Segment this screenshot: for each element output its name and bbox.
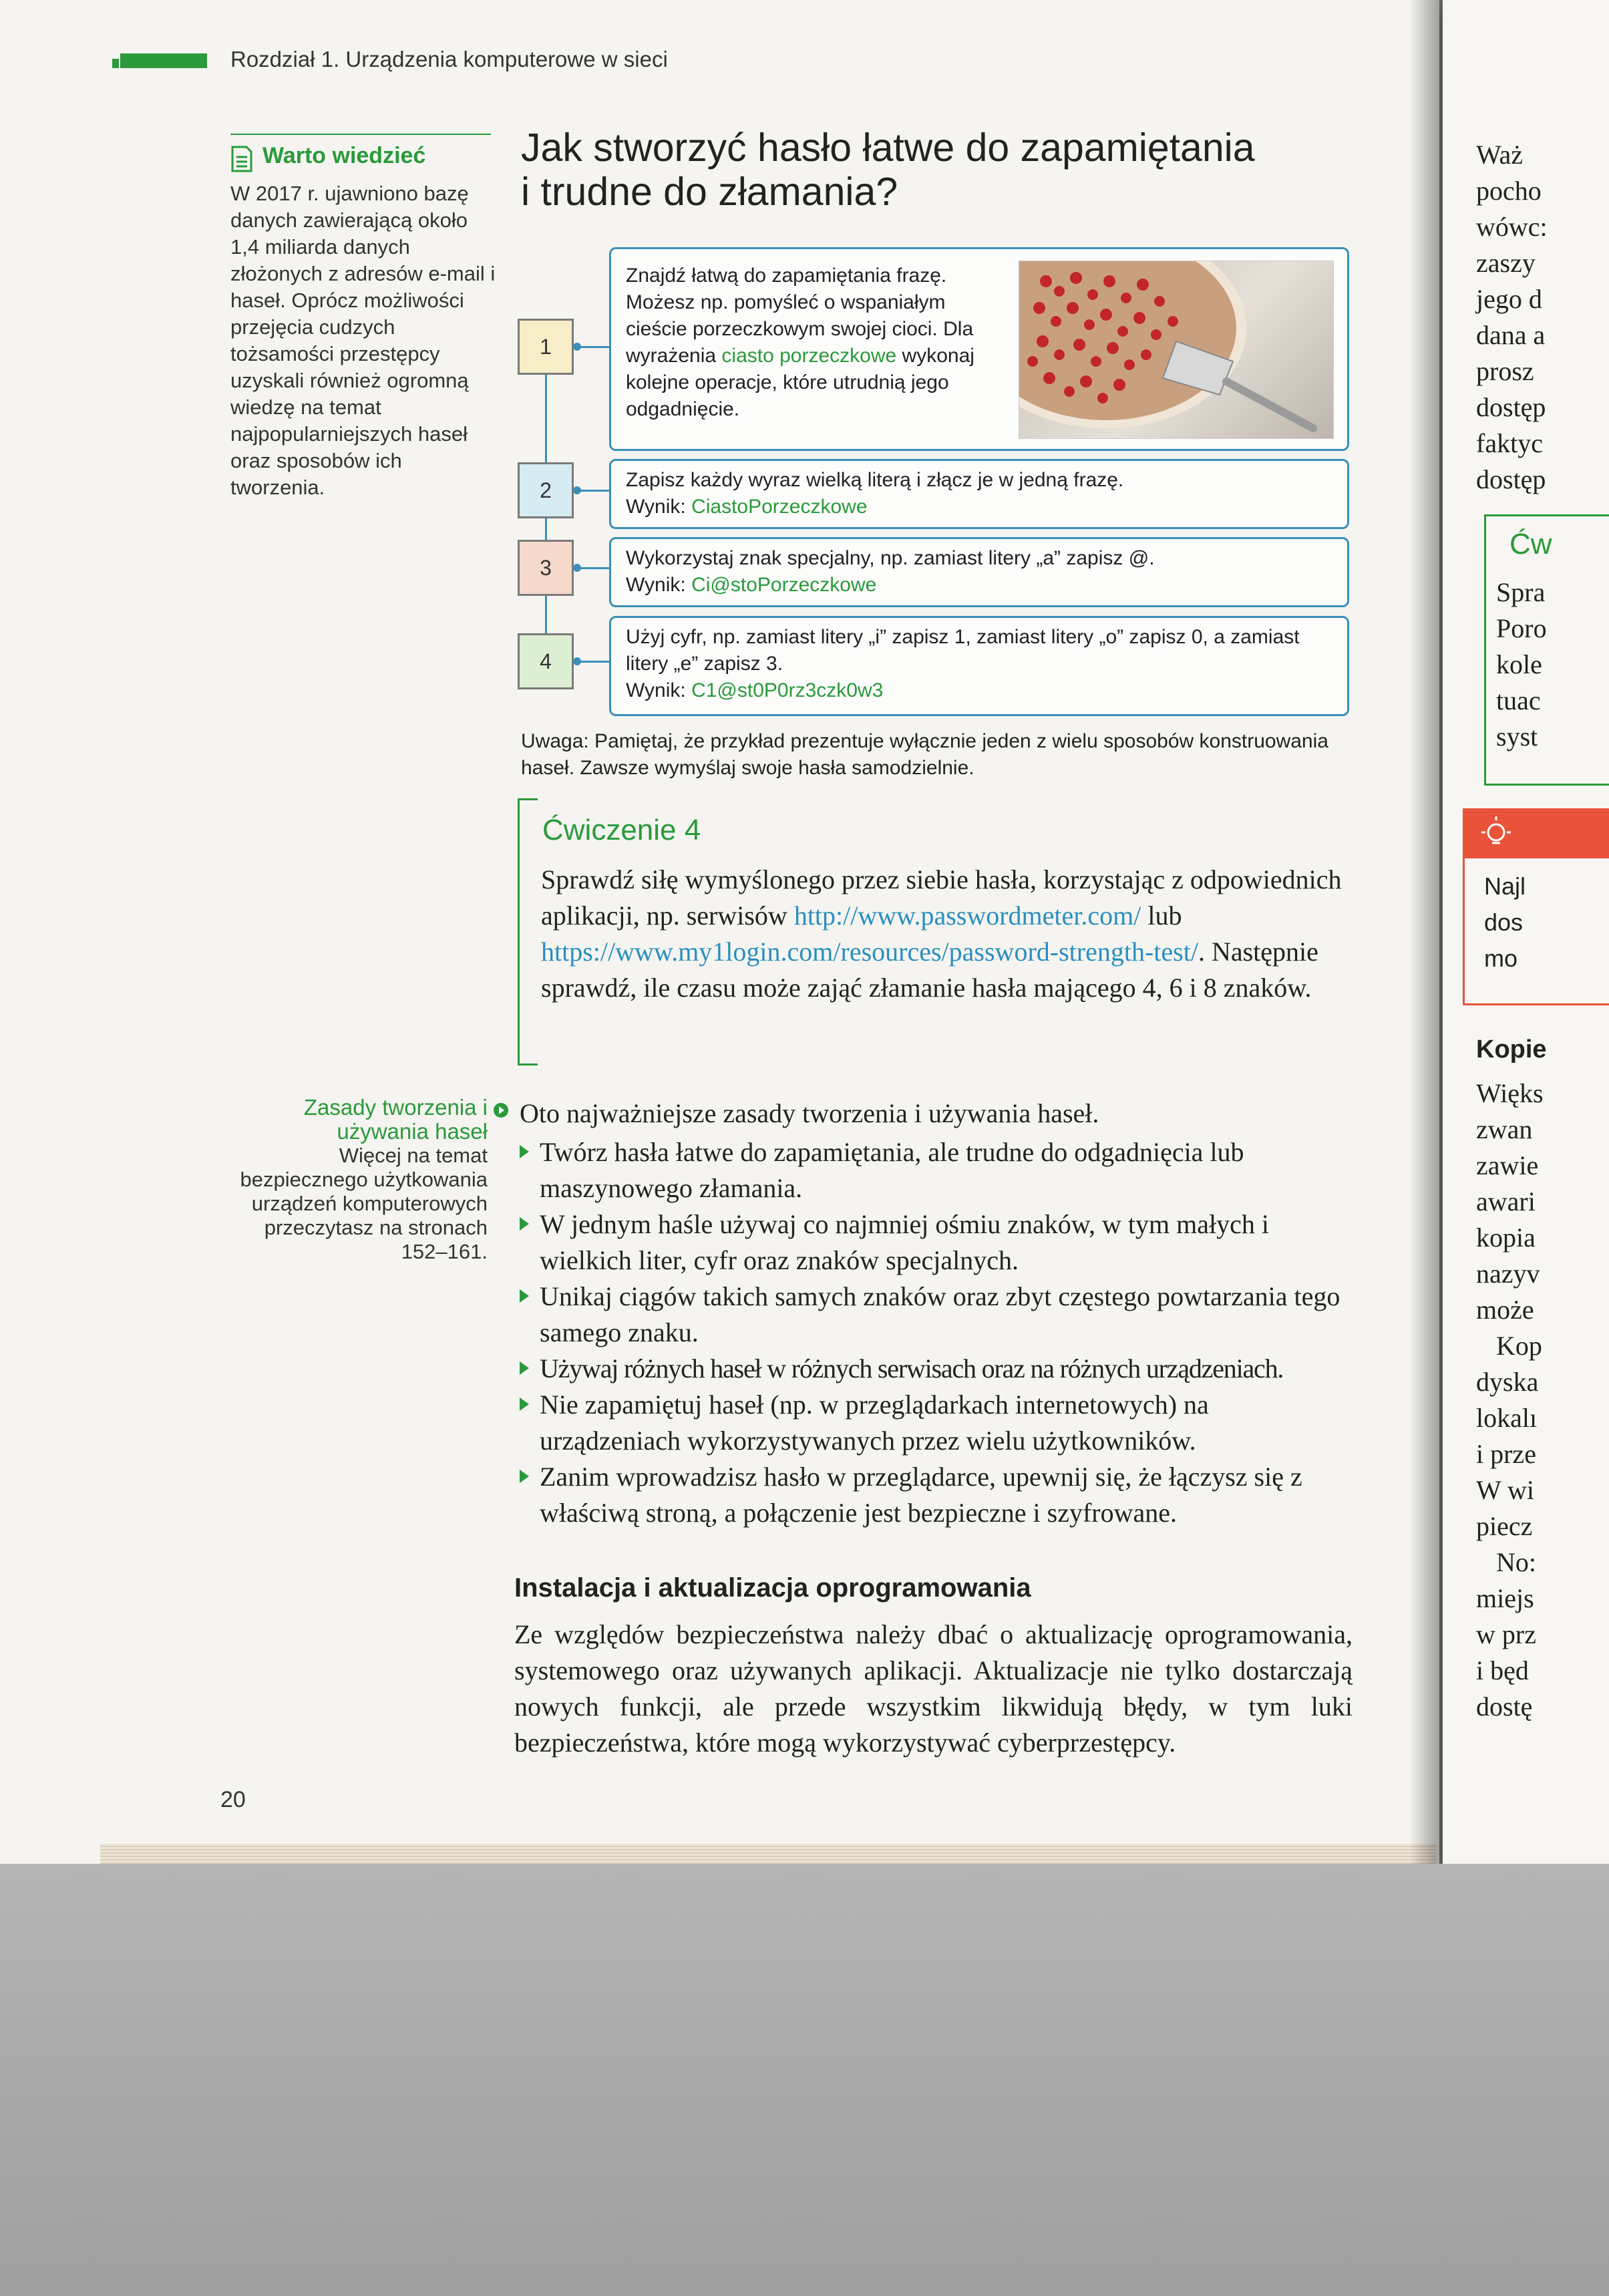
step-2-content <box>626 467 1123 520</box>
step-4-result <box>626 677 1334 704</box>
step-3-result <box>626 572 1155 599</box>
right-line: Więks <box>1476 1078 1544 1108</box>
step-2-result-value: CiastoPorzeczkowe <box>691 496 868 518</box>
warning-note: Uwaga: Pamiętaj, że przykład prezentuje wyłącznie jeden z wielu sposobów konstruowania haseł. Zawsze wymyślaj swoje hasła samodzielnie. <box>521 730 1328 779</box>
step-3-text: Wykorzystaj znak specjalny, np. zamiast litery „a” zapisz @. <box>626 547 1155 569</box>
right-line: w prz <box>1476 1619 1536 1649</box>
exercise-title: Ćwiczenie 4 <box>542 814 701 846</box>
right-exercise-title: Ćw <box>1509 528 1552 560</box>
right-ex-line: syst <box>1496 721 1538 752</box>
page-number: 20 <box>220 1787 246 1812</box>
passwordmeter-link[interactable]: http://www.passwordmeter.com/ <box>793 900 1141 931</box>
right-line: dostę <box>1476 1691 1533 1721</box>
right-line: piecz <box>1476 1511 1533 1541</box>
right-line: jego d <box>1476 284 1542 314</box>
exercise-text-3: . Następnie sprawdź, ile czasu może zająć złamanie hasła mającego 4, 6 i 8 znaków. <box>541 937 1318 1003</box>
step-box-2 <box>609 459 1349 529</box>
step-1-dot <box>573 343 581 351</box>
rules-block <box>520 1096 1351 1531</box>
sidebar-rule <box>230 134 491 135</box>
chapter-color-bar <box>120 53 207 68</box>
my1login-link[interactable]: https://www.my1login.com/resources/password-strength-test/ <box>541 937 1198 967</box>
step-1-highlight: ciasto porzeczkowe <box>721 345 897 367</box>
right-line: zaszy <box>1476 248 1536 278</box>
step-4-result-value: C1@st0P0rz3czk0w3 <box>691 679 884 701</box>
exercise-body <box>541 862 1349 1006</box>
section-title: Instalacja i aktualizacja oprogramowania <box>514 1573 1031 1603</box>
side-note-title: Zasady tworzenia i używania haseł <box>303 1095 488 1144</box>
right-line: W wi <box>1476 1475 1535 1505</box>
right-line: wówc: <box>1476 212 1548 242</box>
rule-item: Unikaj ciągów takich samych znaków oraz zbyt częstego powtarzania tego samego znaku. <box>520 1279 1351 1351</box>
step-3-result-label: Wynik: <box>626 574 692 596</box>
right-tip-line: mo <box>1484 945 1518 972</box>
sidebar-title: Warto wiedzieć <box>262 143 426 168</box>
step-2-text: Zapisz każdy wyraz wielką literą i złącz je w jedną frazę. <box>626 469 1124 491</box>
rule-item: Zanim wprowadzisz hasło w przeglądarce, upewnij się, że łączysz się z właściwą stroną, a połączenie jest bezpieczne i szyfrowane. <box>520 1459 1351 1531</box>
right-line: Waż <box>1476 140 1524 170</box>
right-line: miejs <box>1476 1583 1534 1613</box>
right-page-fragment <box>1443 0 1609 1870</box>
step-1-text <box>626 263 1007 423</box>
right-line: awari <box>1476 1186 1536 1216</box>
right-ex-line: tuac <box>1496 685 1541 715</box>
right-ex-line: kole <box>1496 649 1542 679</box>
right-line: może <box>1476 1295 1534 1325</box>
step-4-result-label: Wynik: <box>626 679 692 701</box>
right-line: lokalı <box>1476 1403 1538 1433</box>
sidebar-body: W 2017 r. ujawniono bazę danych zawierającą około 1,4 miliarda danych złożonych z adresów e-mail i haseł. Oprócz możliwości przejęcia cudzych tożsamości przestępcy uzyskali również ogromną wiedzę na temat najpopularniejszych haseł oraz sposobów ich tworzenia. <box>230 182 496 499</box>
right-line: Kop <box>1496 1331 1542 1361</box>
right-line: dostęp <box>1476 392 1546 422</box>
page-edges <box>100 1844 1436 1865</box>
right-ex-line: Spra <box>1496 577 1546 607</box>
exercise-bracket <box>518 798 538 1065</box>
right-line: dana a <box>1476 320 1546 350</box>
rules-list <box>520 1134 1351 1531</box>
right-heading: Kopie <box>1476 1035 1547 1063</box>
step-4-text: Użyj cyfr, np. zamiast litery „i” zapisz 1, zamiast litery „o” zapisz 0, a zamiast litery „e” zapisz 3. <box>626 626 1300 675</box>
currant-cake-photo <box>1019 261 1334 439</box>
step-2-result-label: Wynik: <box>626 496 692 518</box>
page-title-line-2: i trudne do złamania? <box>521 170 898 214</box>
right-line: zwan <box>1476 1114 1533 1144</box>
page-title-line-1: Jak stworzyć hasło łatwe do zapamiętania <box>521 126 1255 170</box>
side-note-body: Więcej na temat bezpiecznego użytkowania urządzeń komputerowych przeczytasz na stronach 152–161. <box>240 1144 488 1263</box>
right-ex-line: Poro <box>1496 613 1547 643</box>
rule-item: W jednym haśle używaj co najmniej ośmiu znaków, w tym małych i wielkich liter, cyfr oraz znaków specjalnych. <box>520 1206 1351 1279</box>
rules-intro: Oto najważniejsze zasady tworzenia i używania haseł. <box>520 1098 1099 1128</box>
step-number-3: 3 <box>518 540 574 596</box>
right-tip-line: Najl <box>1484 872 1526 900</box>
step-4-content <box>626 624 1334 704</box>
right-line: dostęp <box>1476 464 1546 494</box>
right-line: No: <box>1496 1547 1536 1577</box>
step-number-1: 1 <box>518 319 574 375</box>
step-3-dot <box>573 564 581 572</box>
rule-item: Nie zapamiętuj haseł (np. w przeglądarkach internetowych) na urządzeniach wykorzystywanych przez wielu użytkowników. <box>520 1387 1351 1459</box>
step-2-result <box>626 494 1123 520</box>
right-line: i prze <box>1476 1439 1536 1469</box>
page-title <box>521 126 1389 214</box>
right-line: dyska <box>1476 1367 1539 1397</box>
step-3-content <box>626 545 1155 599</box>
arrow-right-icon <box>493 1102 509 1118</box>
lightbulb-icon <box>1476 814 1516 854</box>
exercise-text-2: lub <box>1141 900 1182 931</box>
right-line: prosz <box>1476 356 1534 386</box>
right-tip-header <box>1463 808 1609 858</box>
exercise-text-1: Sprawdź siłę wymyślonego przez siebie hasła, korzystając z odpowiednich aplikacji, np. serwisów <box>541 864 1342 931</box>
right-tip-line: dos <box>1484 909 1524 936</box>
right-line: nazyv <box>1476 1259 1540 1289</box>
right-line: faktyc <box>1476 428 1543 458</box>
step-4-dot <box>573 657 581 665</box>
scanner-background <box>0 1864 1609 2296</box>
step-2-dot <box>573 486 581 494</box>
step-number-4: 4 <box>518 633 574 689</box>
right-line: zawie <box>1476 1150 1539 1180</box>
step-1-text-a: Znajdź łatwą do zapamiętania frazę. Możesz np. pomyśleć o wspaniałym cieście porzeczkowym swojej cioci. Dla wyrażenia <box>626 265 974 367</box>
section-body: Ze względów bezpieczeństwa należy dbać o aktualizację oprogramowania, systemowego oraz używanych aplikacji. Aktualizacje nie tylko dostarczają nowych funkcji, ale przede wszystkim likwidują błędy, w tym luki bezpieczeństwa, które mogą wykorzystywać cyberprzestępcy. <box>514 1619 1353 1758</box>
step-number-2: 2 <box>518 462 574 518</box>
cake-illustration <box>1019 261 1333 438</box>
right-line: kopia <box>1476 1222 1536 1253</box>
right-line: i będ <box>1476 1655 1529 1685</box>
document-icon <box>230 146 253 172</box>
right-line: pocho <box>1476 176 1542 206</box>
step-3-result-value: Ci@stoPorzeczkowe <box>691 574 877 596</box>
step-1-text-b: wykonaj kolejne operacje, które utrudnią jego odgadnięcie. <box>626 345 974 420</box>
step-box-4 <box>609 616 1349 716</box>
step-box-3 <box>609 537 1349 607</box>
rule-item: Twórz hasła łatwe do zapamiętania, ale trudne do odgadnięcia lub maszynowego złamania. <box>520 1134 1351 1206</box>
chapter-header: Rozdział 1. Urządzenia komputerowe w sieci <box>230 47 668 71</box>
side-note <box>220 1096 488 1264</box>
rule-item: Używaj różnych haseł w różnych serwisach oraz na różnych urządzeniach. <box>520 1351 1351 1387</box>
